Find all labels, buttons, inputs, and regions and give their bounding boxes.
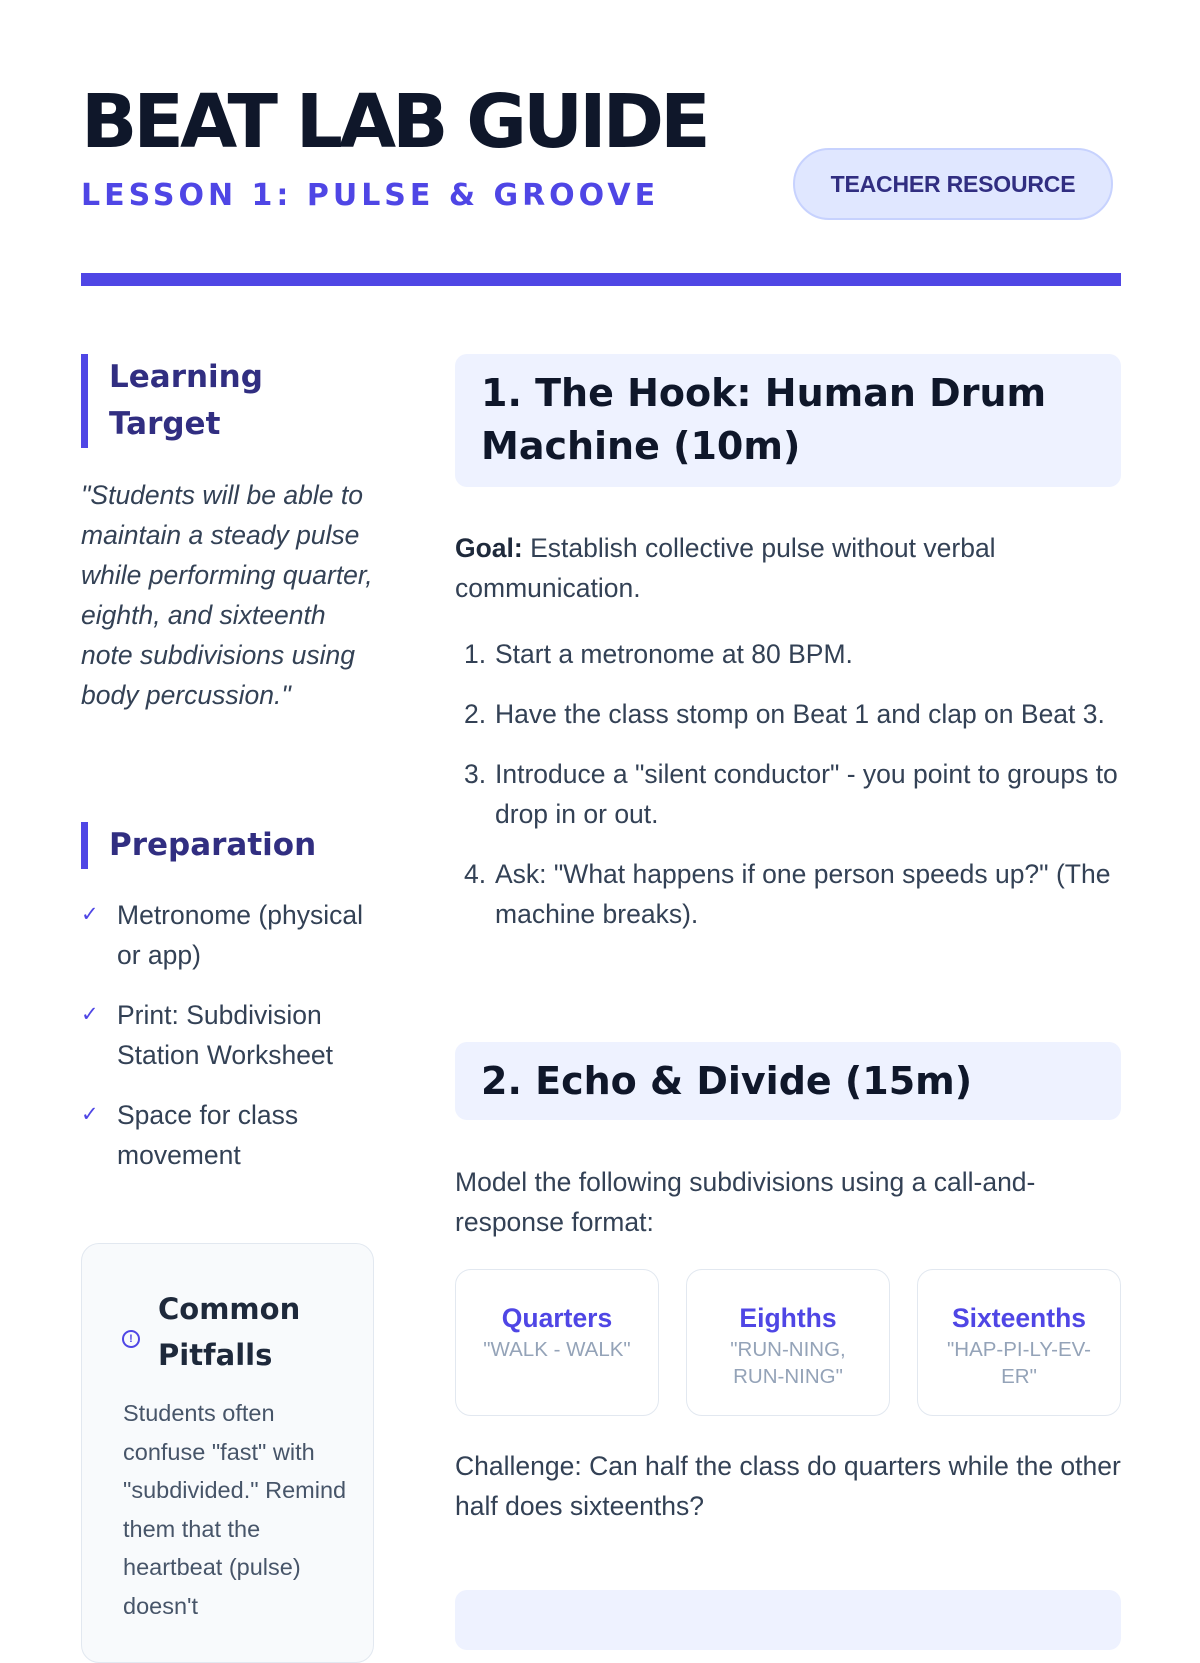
alert-circle-icon: !	[122, 1330, 140, 1348]
list-item: 4. Ask: "What happens if one person speeds up?" (The machine breaks).	[464, 859, 1111, 929]
card-chant: "RUN-NING, RUN-NING"	[730, 1338, 846, 1388]
common-pitfalls-card	[81, 1243, 374, 1663]
check-icon: ✓	[81, 1003, 99, 1026]
section-1-goal	[455, 528, 1121, 608]
section-3-heading	[455, 1590, 1121, 1650]
check-icon: ✓	[81, 903, 99, 926]
list-item	[81, 995, 381, 1075]
section-1-steps	[455, 634, 1121, 954]
subdivision-card-sixteenths	[917, 1269, 1121, 1416]
subdivision-cards	[455, 1269, 1121, 1416]
step-text: Ask: "What happens if one person speeds up?" (The machine breaks).	[495, 859, 1111, 929]
preparation-list	[81, 895, 381, 1195]
section-1-heading: 1. The Hook: Human Drum Machine (10m)	[455, 354, 1121, 487]
goal-label: Goal:	[455, 533, 523, 563]
list-item	[81, 895, 381, 975]
subdivision-card-eighths	[686, 1269, 890, 1416]
page-title: BEAT LAB GUIDE	[81, 79, 707, 165]
section-2-intro: Model the following subdivisions using a call-and-response format:	[455, 1167, 1036, 1237]
preparation-item-label: Space for class movement	[117, 1100, 299, 1170]
preparation-item-label: Metronome (physical or app)	[117, 900, 363, 970]
list-item: 1. Start a metronome at 80 BPM.	[464, 639, 853, 669]
list-item	[81, 1095, 381, 1175]
pitfalls-heading: Common Pitfalls	[158, 1292, 301, 1372]
card-title: Sixteenths	[951, 1303, 1086, 1333]
card-chant: "HAP-PI-LY-EV-ER"	[947, 1338, 1091, 1388]
lesson-guide-page	[81, 0, 1121, 1619]
step-text: Introduce a "silent conductor" - you point to groups to drop in or out.	[495, 759, 1118, 829]
pitfalls-body: Students often confuse "fast" with "subdivided." Remind them that the heartbeat (pulse) doesn't	[123, 1400, 347, 1619]
step-text: Have the class stomp on Beat 1 and clap on Beat 3.	[495, 699, 1105, 729]
check-icon: ✓	[81, 1103, 99, 1126]
list-item: 2. Have the class stomp on Beat 1 and clap on Beat 3.	[464, 699, 1105, 729]
section-2-challenge: Challenge: Can half the class do quarters while the other half does sixteenths?	[455, 1451, 1121, 1521]
card-title: Quarters	[501, 1303, 613, 1333]
header-divider	[81, 273, 1121, 286]
subdivision-card-quarters	[455, 1269, 659, 1416]
step-text: Start a metronome at 80 BPM.	[495, 639, 853, 669]
card-chant: "WALK - WALK"	[483, 1338, 631, 1361]
card-title: Eighths	[739, 1303, 837, 1333]
learning-target-quote: "Students will be able to maintain a steady pulse while performing quarter, eighth, and sixteenth note subdivisions using body percussion."	[81, 480, 373, 710]
learning-target-heading: Learning Target	[81, 354, 361, 448]
teacher-resource-badge: TEACHER RESOURCE	[793, 148, 1113, 220]
preparation-item-label: Print: Subdivision Station Worksheet	[117, 1000, 334, 1070]
list-item: 3. Introduce a "silent conductor" - you point to groups to drop in or out.	[464, 759, 1118, 829]
preparation-heading: Preparation	[81, 822, 361, 869]
section-2-heading: 2. Echo & Divide (15m)	[455, 1042, 1121, 1120]
goal-text: Establish collective pulse without verbal communication.	[455, 533, 996, 603]
lesson-subtitle: LESSON 1: PULSE & GROOVE	[81, 178, 660, 213]
